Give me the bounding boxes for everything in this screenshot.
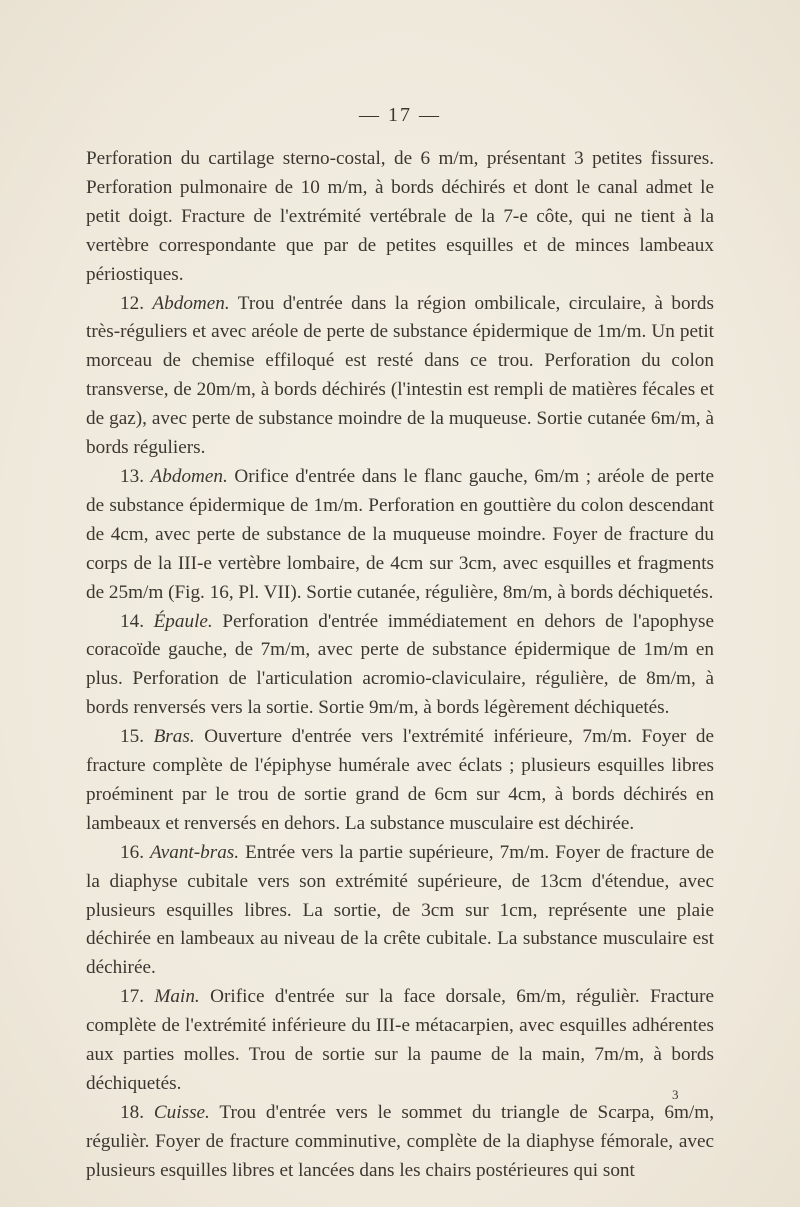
item-body: Perforation d'entrée immédiatement en dehors de l'apophyse coracoïde gauche, de 7m/m, avec perte de substance épidermique de 1m/m en plus. Perforation de l'articulation acromio-claviculaire, régulière, de 8m/m, à bords renversés vers la sortie. Sortie 9m/m, à bords légèrement déchiquetés.	[86, 610, 715, 719]
item-heading: Abdomen.	[150, 465, 228, 487]
item-number: 16.	[120, 841, 144, 863]
item-heading: Avant-bras.	[150, 841, 240, 863]
item-12	[86, 290, 714, 463]
page-number: — 17 —	[359, 104, 441, 126]
item-number: 18.	[120, 1101, 144, 1123]
item-heading: Main.	[154, 986, 200, 1008]
item-number: 14.	[120, 610, 144, 632]
intro-paragraph: Perforation du cartilage sterno-costal, de 6 m/m, présentant 3 petites fissures. Perforation pulmonaire de 10 m/m, à bords déchirés et dont le canal admet le petit doigt. Fracture de l'extrémité vertébrale de la 7-e côte, qui ne tient à la vertèbre correspondante que par de petites esquilles et de minces lambeaux périostiques.	[86, 148, 714, 285]
item-body: Orifice d'entrée sur la face dorsale, 6m/m, régulièr. Fracture complète de l'extrémité inférieure du III-e métacarpien, avec esquilles adhérentes aux parties molles. Trou de sortie sur la paume de la main, 7m/m, à bords déchiquetés.	[86, 986, 715, 1094]
signature-mark: 3	[672, 1087, 679, 1102]
item-15	[86, 723, 714, 839]
item-16	[86, 839, 714, 984]
item-heading: Abdomen.	[152, 292, 230, 314]
item-body: Ouverture d'entrée vers l'extrémité inférieure, 7m/m. Foyer de fracture complète de l'épiphyse humérale avec éclats ; plusieurs esquilles libres proéminent par le trou de sortie grand de 6cm sur 4cm, à bords déchirés en lambeaux et renversés en dehors. La substance musculaire est déchirée.	[86, 726, 715, 834]
item-17	[86, 983, 714, 1099]
item-heading: Cuisse.	[153, 1101, 210, 1123]
item-14	[86, 608, 714, 724]
item-body: Trou d'entrée dans la région ombilicale, circulaire, à bords très-réguliers et avec aréole de perte de substance épidermique de 1m/m. Un petit morceau de chemise effiloqué est resté dans ce trou. Perforation du colon transverse, de 20m/m, à bords déchirés (l'intestin est rempli de matières fécales et de gaz), avec perte de substance moindre de la muqueuse. Sortie cutanée 6m/m, à bords réguliers.	[86, 292, 714, 459]
body-text	[86, 145, 714, 1186]
item-body: Entrée vers la partie supérieure, 7m/m. Foyer de fracture de la diaphyse cubitale vers son extrémité supérieure, de 13cm d'étendue, avec plusieurs esquilles libres. La sortie, de 3cm sur 1cm, représente une plaie déchirée en lambeaux au niveau de la crête cubitale. La substance musculaire est déchirée.	[86, 841, 715, 979]
item-13	[86, 463, 714, 608]
item-number: 17.	[120, 986, 144, 1008]
item-body: Trou d'entrée vers le sommet du triangle de Scarpa, 6m/m, régulièr. Foyer de fracture comminutive, complète de la diaphyse fémorale, avec plusieurs esquilles libres et lancées dans les chairs postérieures qui sont	[86, 1101, 714, 1181]
item-heading: Bras.	[153, 726, 195, 748]
item-number: 15.	[120, 726, 144, 748]
item-body: Orifice d'entrée dans le flanc gauche, 6m/m ; aréole de perte de substance épidermique de 1m/m. Perforation en gouttière du colon descendant de 4cm, avec perte de substance de la muqueuse moindre. Foyer de fracture du corps de la III-e vertèbre lombaire, de 4cm sur 3cm, avec esquilles et fragments de 25m/m (Fig. 16, Pl. VII). Sortie cutanée, régulière, 8m/m, à bords déchiquetés.	[86, 465, 715, 603]
item-18	[86, 1099, 714, 1186]
item-number: 12.	[120, 292, 144, 314]
item-heading: Épaule.	[153, 610, 213, 632]
item-number: 13.	[120, 465, 144, 487]
